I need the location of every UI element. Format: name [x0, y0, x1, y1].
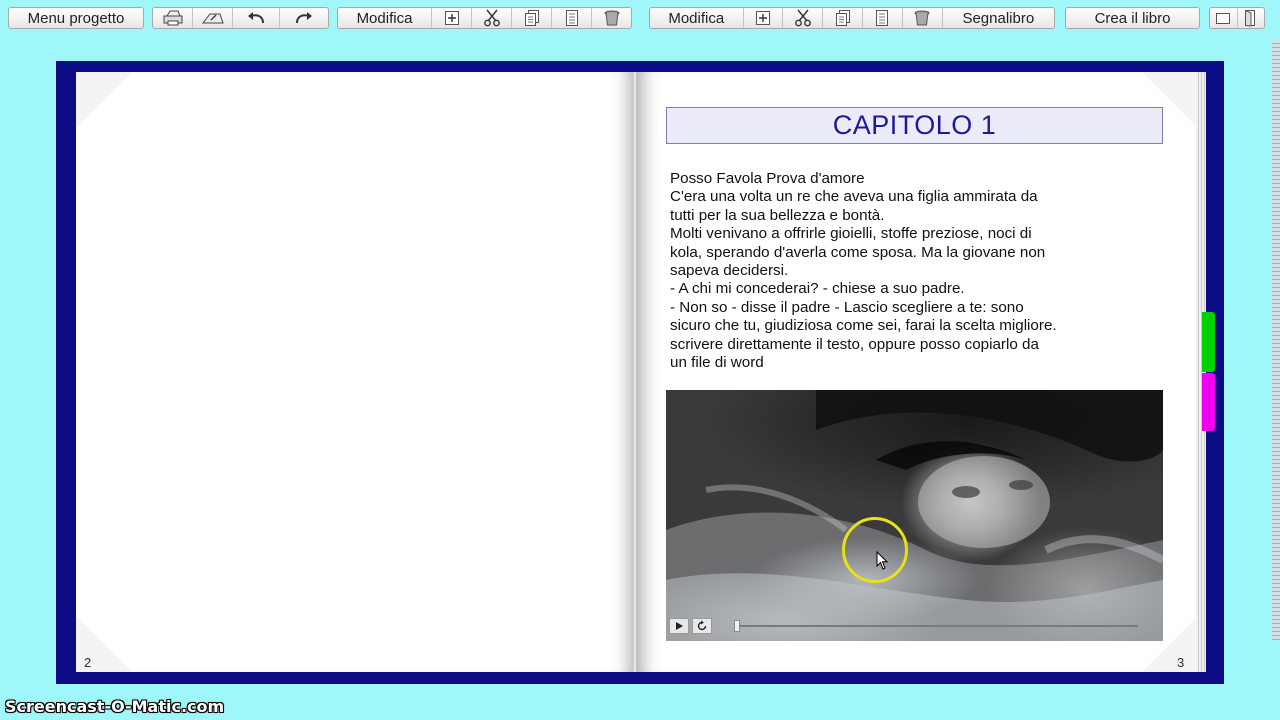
add-icon [755, 10, 771, 26]
page-stack-edge [1196, 72, 1206, 672]
play-icon [674, 621, 684, 631]
modifica-button-right[interactable]: Modifica [650, 8, 744, 28]
erase-button[interactable] [193, 8, 233, 28]
exit-door-icon [1243, 9, 1259, 27]
bookmark-tab-magenta[interactable] [1202, 373, 1215, 431]
replay-button[interactable] [692, 618, 712, 634]
print-button[interactable] [153, 8, 193, 28]
mouse-pointer-icon [876, 551, 890, 571]
text-line: scrivere direttamente il testo, oppure posso copiarlo da [670, 335, 1039, 353]
trash-button-left[interactable] [592, 8, 631, 28]
video-player[interactable] [666, 390, 1163, 641]
play-button[interactable] [669, 618, 689, 634]
text-line: Posso Favola Prova d'amore [670, 170, 865, 187]
copy-icon [523, 9, 541, 27]
text-line: sicuro che tu, giudiziosa come sei, farai la scelta migliore. [670, 317, 1057, 335]
text-line: - A chi mi concederai? - chiese a suo padre. [670, 280, 965, 298]
text-line: tutti per la sua bellezza e bontà. [670, 206, 885, 224]
bookmark-tab-green[interactable] [1202, 312, 1215, 372]
add-button-right[interactable] [744, 8, 784, 28]
text-line: kola, sperando d'averla come sposa. Ma la giovane non [670, 243, 1046, 261]
right-page-number: 3 [1177, 655, 1185, 670]
video-frame-image [666, 390, 1163, 641]
text-line: C'era una volta un re che aveva una figlia ammirata da [670, 188, 1038, 206]
left-page[interactable] [76, 72, 634, 672]
video-progress-track[interactable] [738, 625, 1138, 627]
copy-button-left[interactable] [512, 8, 552, 28]
replay-icon [696, 620, 708, 632]
exit-button[interactable] [1238, 8, 1265, 28]
text-line: - Non so - disse il padre - Lascio scegliere a te: sono [670, 298, 1024, 316]
paste-button-right[interactable] [863, 8, 903, 28]
trash-button-right[interactable] [903, 8, 943, 28]
video-controls [666, 615, 1163, 637]
text-line: sapeva decidersi. [670, 262, 789, 280]
cut-icon [794, 9, 812, 27]
paste-icon [873, 9, 891, 27]
view-tools-group [1209, 7, 1265, 29]
video-progress-thumb[interactable] [734, 620, 740, 632]
modifica-group-left [337, 7, 632, 29]
print-icon [162, 10, 184, 26]
undo-button[interactable] [233, 8, 280, 28]
left-page-number: 2 [84, 655, 92, 670]
cut-icon [483, 9, 501, 27]
redo-icon [293, 10, 315, 26]
body-text[interactable] [670, 170, 1170, 372]
modifica-group-right [649, 7, 1055, 29]
single-page-icon [1215, 10, 1231, 26]
menu-progetto-button[interactable]: Menu progetto [8, 7, 144, 29]
window-edge-strip [1272, 40, 1280, 640]
erase-icon [201, 10, 225, 26]
cut-button-right[interactable] [783, 8, 823, 28]
crea-il-libro-button[interactable]: Crea il libro [1065, 7, 1200, 29]
text-line: un file di word [670, 354, 764, 372]
trash-icon [603, 9, 621, 27]
add-icon [444, 10, 460, 26]
page-corner-top-left[interactable] [76, 72, 132, 128]
redo-button[interactable] [280, 8, 328, 28]
text-line: Molti venivano a offrirle gioielli, stoffe preziose, noci di [670, 225, 1032, 243]
add-button-left[interactable] [432, 8, 472, 28]
paste-icon [563, 9, 581, 27]
modifica-button-left[interactable]: Modifica [338, 8, 432, 28]
cursor-highlight-ring [842, 517, 908, 583]
single-page-view-button[interactable] [1210, 8, 1238, 28]
cut-button-left[interactable] [472, 8, 512, 28]
undo-icon [245, 10, 267, 26]
chapter-title-text: CAPITOLO 1 [832, 110, 997, 140]
copy-button-right[interactable] [823, 8, 863, 28]
segnalibro-button[interactable]: Segnalibro [962, 9, 1035, 27]
copy-icon [834, 9, 852, 27]
chapter-title[interactable] [666, 107, 1163, 144]
edit-tools-group [152, 7, 329, 29]
trash-icon [913, 9, 931, 27]
watermark: Screencast-O-Matic.com [5, 697, 225, 716]
paste-button-left[interactable] [552, 8, 592, 28]
